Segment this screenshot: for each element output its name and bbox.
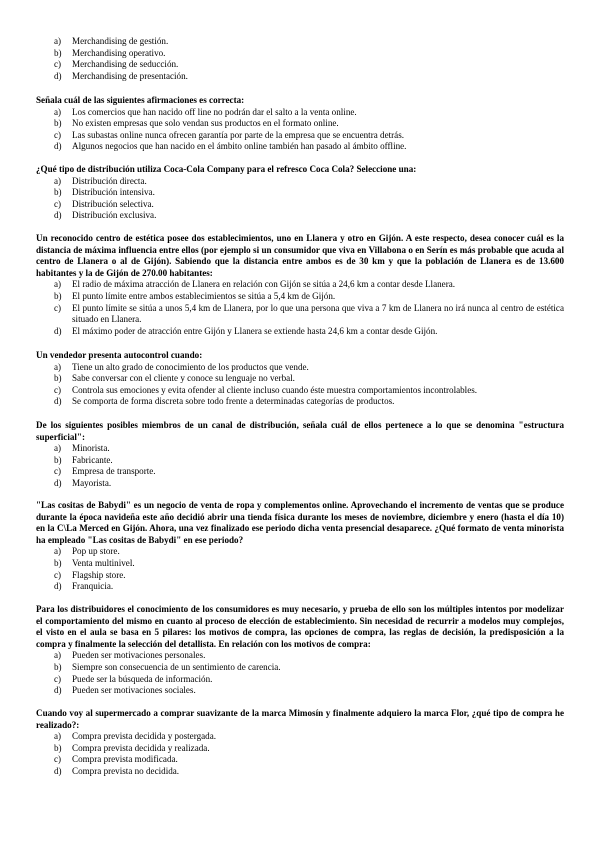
answer-option [36, 731, 564, 743]
option-letter: b) [54, 118, 62, 129]
question-block-1 [36, 36, 564, 82]
option-letter: d) [54, 685, 62, 696]
option-text: Compra prevista decidida y postergada. [72, 731, 217, 742]
option-text: Distribución exclusiva. [72, 210, 157, 221]
answer-option [36, 581, 564, 593]
option-letter: c) [54, 302, 62, 313]
option-letter: b) [54, 373, 62, 384]
option-letter: c) [54, 198, 62, 209]
option-text: Distribución directa. [72, 175, 147, 186]
option-text: Siempre son consecuencia de un sentimiento de carencia. [72, 661, 281, 672]
option-letter: c) [54, 466, 62, 477]
question-block-4 [36, 233, 564, 337]
answer-option [36, 199, 564, 211]
option-letter: a) [54, 175, 62, 186]
option-text: Merchandising de gestión. [72, 36, 169, 46]
option-letter: b) [54, 187, 62, 198]
answer-option [36, 466, 564, 478]
option-text: Mayorista. [72, 477, 112, 488]
answer-option [36, 754, 564, 766]
option-text: Merchandising de presentación. [72, 70, 188, 81]
option-letter: c) [54, 569, 62, 580]
answer-option [36, 396, 564, 408]
answer-option [36, 326, 564, 338]
option-letter: c) [54, 754, 62, 765]
option-text: Venta multinivel. [72, 557, 135, 568]
answer-option [36, 385, 564, 397]
option-letter: a) [54, 650, 62, 661]
option-letter: d) [54, 581, 62, 592]
option-letter: c) [54, 129, 62, 140]
answer-option [36, 303, 564, 326]
question-text: Un vendedor presenta autocontrol cuando: [36, 350, 203, 360]
answer-option [36, 107, 564, 119]
option-letter: c) [54, 673, 62, 684]
question-text: ¿Qué tipo de distribución utiliza Coca-Cola Company para el refresco Coca Cola? Seleccione una: [36, 164, 417, 174]
question-text: Señala cuál de las siguientes afirmaciones es correcta: [36, 95, 245, 105]
option-letter: a) [54, 443, 62, 454]
option-text: Los comercios que han nacido off line no podrán dar el salto a la venta online. [72, 106, 357, 117]
question-block-2 [36, 95, 564, 153]
question-text: "Las cositas de Babydi" es un negocio de venta de ropa y complementos online. Aprovechando el incremento de ventas que se produce durante la época navideña este año decidió abrir una tienda física durante los meses de noviembre, diciembre y enero (hasta el día 10) en la C\La Merced en Gijón. Ahora, una vez finalizado ese periodo dicha venta presencial desaparece. ¿Qué formato de venta minorista ha empleado "Las cositas de Babydi" en ese periodo? [36, 500, 564, 545]
option-text: Distribución selectiva. [72, 198, 154, 209]
answer-option [36, 743, 564, 755]
option-text: Empresa de transporte. [72, 466, 156, 477]
option-text: El máximo poder de atracción entre Gijón y Llanera se extiende hasta 24,6 km a contar desde Gijón. [72, 325, 438, 336]
answer-option [36, 558, 564, 570]
option-text: El punto límite entre ambos establecimientos se sitúa a 5,4 km de Gijón. [72, 290, 336, 301]
option-letter: c) [54, 59, 62, 70]
option-letter: d) [54, 477, 62, 488]
option-text: Compra prevista modificada. [72, 754, 178, 765]
option-text: Pop up store. [72, 546, 120, 557]
answer-option [36, 362, 564, 374]
answer-option [36, 291, 564, 303]
answer-option [36, 36, 564, 48]
option-text: Compra prevista decidida y realizada. [72, 742, 210, 753]
option-letter: b) [54, 290, 62, 301]
question-text: De los siguientes posibles miembros de un canal de distribución, señala cuál de ellos pertenece a lo que se denomina "estructura superficial": [36, 420, 564, 442]
option-text: Controla sus emociones y evita ofender al cliente incluso cuando éste muestra comportamientos incontrolables. [72, 384, 478, 395]
answer-option [36, 141, 564, 153]
question-block-6 [36, 420, 564, 490]
option-text: Tiene un alto grado de conocimiento de los productos que vende. [72, 361, 309, 372]
answer-option [36, 455, 564, 467]
answer-option [36, 570, 564, 582]
option-letter: b) [54, 557, 62, 568]
answer-option [36, 650, 564, 662]
option-letter: c) [54, 384, 62, 395]
option-letter: a) [54, 731, 62, 742]
question-block-3 [36, 164, 564, 222]
option-text: Pueden ser motivaciones sociales. [72, 685, 196, 696]
answer-option [36, 187, 564, 199]
option-letter: a) [54, 36, 62, 46]
answer-option [36, 48, 564, 60]
question-text: Un reconocido centro de estética posee dos establecimientos, uno en Llanera y otro en Gijón. A este respecto, desea conocer cuál es la distancia de máxima influencia entre ellos (por ejemplo si un consumidor que viva en Villabona o en Serín es más probable que acuda al centro de Llanera o al de Gijón). Sabiendo que la distancia entre ambos es de 30 km y que la población de Llanera es de 13.600 habitantes y la de Gijón de 270.00 habitantes: [36, 233, 564, 278]
answer-option [36, 546, 564, 558]
option-letter: a) [54, 279, 62, 290]
option-letter: d) [54, 765, 62, 776]
answer-option [36, 59, 564, 71]
option-text: Merchandising operativo. [72, 47, 166, 58]
question-block-7 [36, 500, 564, 593]
option-text: Sabe conversar con el cliente y conoce su lenguaje no verbal. [72, 373, 295, 384]
option-text: Flagship store. [72, 569, 126, 580]
question-text: Para los distribuidores el conocimiento de los consumidores es muy necesario, y prueba de ello son los múltiples intentos por modelizar el comportamiento del mismo en cuanto al proceso de elección de establecimiento. Sin necesidad de recurrir a modelos muy complejos, el visto en el aula se basa en 5 pilares: los motivos de compra, las opciones de compra, las reglas de decisión, la predisposición a la compra y finalmente la selección del detallista. En relación con los motivos de compra: [36, 604, 564, 649]
option-text: Minorista. [72, 443, 110, 454]
question-block-9 [36, 708, 564, 778]
option-letter: a) [54, 361, 62, 372]
option-letter: d) [54, 141, 62, 152]
option-text: Franquicia. [72, 581, 114, 592]
option-text: Fabricante. [72, 454, 113, 465]
option-letter: d) [54, 210, 62, 221]
option-letter: a) [54, 106, 62, 117]
answer-option [36, 443, 564, 455]
answer-option [36, 130, 564, 142]
option-text: El radio de máxima atracción de Llanera en relación con Gijón se sitúa a 24,6 km a contar desde Llanera. [72, 279, 456, 290]
option-text: Compra prevista no decidida. [72, 765, 180, 776]
option-letter: d) [54, 396, 62, 407]
option-text: Puede ser la búsqueda de información. [72, 673, 213, 684]
answer-option [36, 766, 564, 778]
option-letter: b) [54, 47, 62, 58]
option-letter: a) [54, 546, 62, 557]
option-text: Las subastas online nunca ofrecen garantía por parte de la empresa que se encuentra detrás. [72, 129, 405, 140]
answer-option [36, 478, 564, 490]
question-block-5 [36, 350, 564, 408]
question-text: Cuando voy al supermercado a comprar suavizante de la marca Mimosín y finalmente adquiero la marca Flor, ¿qué tipo de compra he realizado?: [36, 708, 564, 730]
answer-option [36, 71, 564, 83]
option-letter: b) [54, 454, 62, 465]
answer-option [36, 279, 564, 291]
option-text: Algunos negocios que han nacido en el ámbito online también han pasado al ámbito offline. [72, 141, 407, 152]
option-letter: b) [54, 661, 62, 672]
answer-option [36, 662, 564, 674]
option-text: Se comporta de forma discreta sobre todo frente a determinadas categorías de productos. [72, 396, 395, 407]
option-letter: b) [54, 742, 62, 753]
option-text: Merchandising de seducción. [72, 59, 179, 70]
option-text: Distribución intensiva. [72, 187, 155, 198]
option-text: Pueden ser motivaciones personales. [72, 650, 206, 661]
question-block-8 [36, 604, 564, 697]
option-letter: d) [54, 70, 62, 81]
answer-option [36, 685, 564, 697]
option-text: El punto límite se sitúa a unos 5,4 km de Llanera, por lo que una persona que viva a 7 km de Llanera no irá nunca al centro de estética situado en Llanera. [72, 302, 564, 325]
answer-option [36, 674, 564, 686]
answer-option [36, 118, 564, 130]
answer-option [36, 210, 564, 222]
answer-option [36, 176, 564, 188]
option-letter: d) [54, 325, 62, 336]
option-text: No existen empresas que solo vendan sus productos en el formato online. [72, 118, 339, 129]
answer-option [36, 373, 564, 385]
